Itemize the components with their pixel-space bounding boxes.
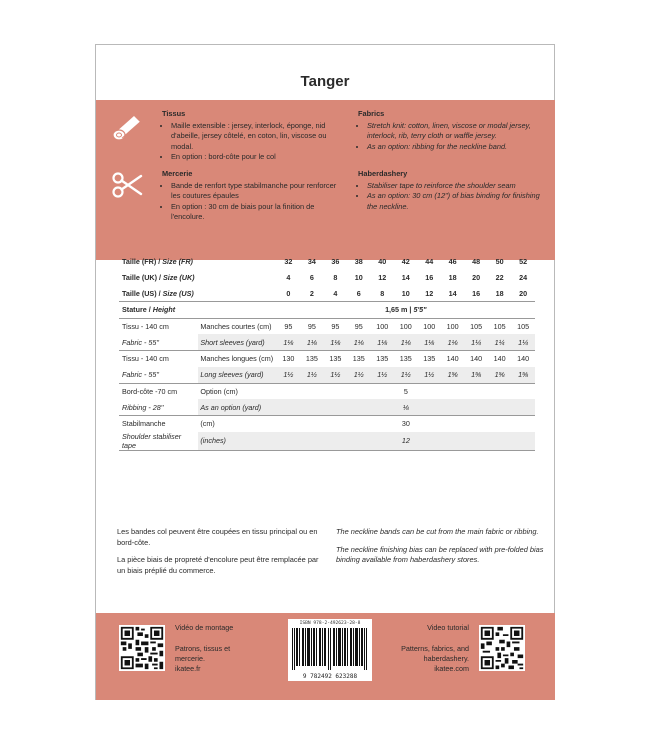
- footer-line: mercerie.: [175, 654, 205, 663]
- website-en-link[interactable]: ikatee.com: [434, 664, 469, 673]
- row-label: Fabric - 55": [122, 370, 159, 380]
- size-value: 10: [401, 288, 410, 298]
- yardage-value: 135: [347, 351, 370, 367]
- size-value: 16: [425, 273, 434, 283]
- haberdashery-heading: Haberdashery: [358, 169, 408, 178]
- tissus-block: [162, 109, 342, 163]
- size-value: 8: [333, 273, 338, 283]
- yardage-value: 95: [324, 318, 347, 334]
- materials-panel: [96, 100, 555, 260]
- yardage-value: 1¼: [464, 334, 487, 350]
- note-en: The neckline finishing bias can be replaced with pre-folded bias binding available from haberdashery stores.: [336, 544, 544, 564]
- yardage-value: 140: [441, 351, 464, 367]
- yardage-value: 140: [488, 351, 511, 367]
- pattern-card: [95, 44, 555, 700]
- yardage-value: 105: [488, 318, 511, 334]
- size-value: 2: [309, 288, 314, 298]
- size-value: 14: [401, 273, 410, 283]
- row-sublabel: Short sleeves (yard): [198, 334, 276, 350]
- tissus-item: • Maille extensible : jersey, interlock, éponge, nid d'abeille, jersey côtelé, en coton, lin, viscose ou modal.: [171, 121, 342, 153]
- yardage-value: 1⅝: [441, 367, 464, 383]
- yardage-value: 1¼: [511, 334, 535, 350]
- yardage-value: 1½: [417, 367, 440, 383]
- size-value: 20: [519, 288, 528, 298]
- size-value: 32: [284, 257, 293, 267]
- barcode-number: 9 782492 623288: [302, 673, 358, 680]
- yardage-value-all-sizes: ⅛: [277, 399, 535, 415]
- yardage-value: 1⅛: [371, 334, 394, 350]
- stature-row: [119, 302, 535, 319]
- row-label: Shoulder stabiliser tape: [122, 431, 182, 450]
- yardage-value: 135: [394, 351, 417, 367]
- mercerie-item: • En option : 30 cm de biais pour la finition de l'encolure.: [171, 202, 342, 223]
- size-value: 42: [401, 257, 410, 267]
- size-value: 18: [495, 288, 504, 298]
- yardage-value: 1½: [324, 367, 347, 383]
- size-value: 46: [448, 257, 457, 267]
- scissors-icon: [110, 168, 144, 202]
- row-label: Tissu - 140 cm: [119, 318, 198, 334]
- size-value: 4: [286, 273, 291, 283]
- yardage-value: 1½: [394, 367, 417, 383]
- footer-text-fr: [175, 644, 275, 674]
- size-value: 10: [354, 273, 363, 283]
- size-label-fr: Taille (FR) /: [122, 257, 163, 267]
- yardage-value: 1⅝: [464, 367, 487, 383]
- yardage-value: 95: [347, 318, 370, 334]
- size-value: 18: [448, 273, 457, 283]
- size-value: 12: [378, 273, 387, 283]
- yardage-row: [119, 383, 535, 399]
- stature-label: [119, 302, 277, 319]
- size-value: 8: [380, 288, 385, 298]
- yardage-value: 1⅛: [277, 334, 300, 350]
- mercerie-heading: Mercerie: [162, 169, 193, 178]
- yardage-row: [119, 432, 535, 451]
- yardage-value: 1⅛: [417, 334, 440, 350]
- yardage-value: 1⅝: [488, 367, 511, 383]
- website-fr-link[interactable]: ikatee.fr: [175, 664, 201, 673]
- table-bottom-line: [119, 450, 535, 451]
- size-value: 14: [448, 288, 457, 298]
- stature-value-imperial: 5'5": [413, 305, 427, 315]
- stature-value: [277, 302, 535, 319]
- yardage-value: 1⅛: [394, 334, 417, 350]
- yardage-value-all-sizes: 30: [277, 415, 535, 431]
- yardage-value: 140: [464, 351, 487, 367]
- size-value: 6: [309, 273, 314, 283]
- size-label-en: Size (UK): [163, 273, 195, 283]
- size-value: 52: [519, 257, 528, 267]
- size-value: 6: [356, 288, 361, 298]
- row-label: Bord-côte -70 cm: [119, 383, 198, 399]
- yardage-value: 1⅛: [347, 334, 370, 350]
- footer-line: Patrons, tissus et: [175, 644, 231, 653]
- fabric-roll-icon: [110, 108, 144, 142]
- footer-panel: [96, 613, 555, 700]
- fabrics-block: [358, 109, 546, 152]
- row-sublabel: Manches longues (cm): [198, 351, 276, 367]
- row-label: Stabilmanche: [119, 415, 198, 431]
- row-label: Fabric - 55": [122, 337, 159, 347]
- note-fr: La pièce biais de propreté d'encolure peut être remplacée par un biais préplié du commerce.: [117, 555, 319, 575]
- video-label-fr: Vidéo de montage: [175, 623, 234, 632]
- tissus-item: • En option : bord-côte pour le col: [171, 152, 342, 163]
- yardage-row: [119, 367, 535, 383]
- yardage-value: 100: [371, 318, 394, 334]
- size-label-fr: Taille (UK) /: [122, 273, 163, 283]
- row-sublabel: (inches): [198, 432, 276, 451]
- yardage-value: 100: [394, 318, 417, 334]
- notes-en: [336, 527, 546, 573]
- row-sublabel: Long sleeves (yard): [198, 367, 276, 383]
- size-chart: [119, 254, 535, 451]
- row-sublabel: As an option (yard): [198, 399, 276, 415]
- page-title: Tanger: [300, 73, 350, 90]
- yardage-row: [119, 415, 535, 431]
- yardage-value: 135: [417, 351, 440, 367]
- yardage-value: 1½: [371, 367, 394, 383]
- yardage-value: 95: [300, 318, 323, 334]
- size-row: [119, 285, 535, 301]
- yardage-value: 105: [511, 318, 535, 334]
- yardage-value: 1⅛: [300, 334, 323, 350]
- size-value: 16: [472, 288, 481, 298]
- qr-code-fr[interactable]: [119, 625, 165, 671]
- fabrics-item: • As an option: ribbing for the neckline band.: [367, 142, 546, 153]
- size-label-en: Size (US): [162, 288, 194, 298]
- yardage-value: 95: [277, 318, 300, 334]
- fabrics-heading: Fabrics: [358, 109, 385, 118]
- row-sublabel: (cm): [198, 415, 276, 431]
- size-row: [119, 270, 535, 286]
- size-value: 12: [425, 288, 434, 298]
- note-fr: Les bandes col peuvent être coupées en tissu principal ou en bord-côte.: [117, 527, 318, 547]
- yardage-value-all-sizes: 12: [277, 432, 535, 451]
- yardage-value: 1½: [277, 367, 300, 383]
- yardage-row: [119, 318, 535, 334]
- haberdashery-block: [358, 169, 546, 212]
- size-label-en: Size (FR): [162, 257, 193, 267]
- haberdashery-item: • As an option: 30 cm (12") of bias binding for finishing the neckline.: [367, 191, 546, 212]
- barcode-bars: [292, 628, 368, 670]
- size-value: 38: [354, 257, 363, 267]
- footer-line: haberdashery.: [423, 654, 469, 663]
- fabrics-item: • Stretch knit: cotton, linen, viscose or modal jersey, interlock, rib, terry cloth or waffle jersey.: [367, 121, 546, 142]
- size-row-label: [119, 254, 277, 270]
- yardage-value: 1¼: [488, 334, 511, 350]
- haberdashery-item: • Stabiliser tape to reinforce the shoulder seam: [367, 181, 546, 192]
- size-value: 40: [378, 257, 387, 267]
- row-sublabel: Manches courtes (cm): [198, 318, 276, 334]
- mercerie-item: • Bande de renfort type stabilmanche pour renforcer les coutures épaules: [171, 181, 342, 202]
- row-sublabel: Option (cm): [198, 383, 276, 399]
- footer-line: Patterns, fabrics, and: [401, 644, 469, 653]
- yardage-value: 1½: [300, 367, 323, 383]
- size-value: 20: [472, 273, 481, 283]
- yardage-row: [119, 334, 535, 350]
- isbn-label: ISBN 978-2-492623-28-8: [299, 621, 361, 626]
- yardage-value: 1⅛: [324, 334, 347, 350]
- stature-value-metric: 1,65 m |: [385, 305, 414, 315]
- size-value: 4: [333, 288, 338, 298]
- size-label-fr: Taille (US) /: [122, 288, 163, 298]
- size-value: 34: [307, 257, 316, 267]
- size-table: [119, 254, 535, 451]
- qr-code-en[interactable]: [479, 625, 525, 671]
- size-value: 50: [495, 257, 504, 267]
- footer-text-en: [359, 644, 469, 674]
- stature-label-fr: Stature /: [122, 305, 153, 315]
- size-row: [119, 254, 535, 270]
- size-row-label: [119, 270, 277, 286]
- stature-label-en: Height: [152, 305, 176, 315]
- yardage-value: 140: [511, 351, 535, 367]
- video-label-en: Video tutorial: [427, 623, 469, 632]
- size-value: 0: [286, 288, 291, 298]
- size-value: 22: [495, 273, 504, 283]
- row-label: Ribbing - 28'': [122, 402, 164, 412]
- yardage-value: 105: [464, 318, 487, 334]
- yardage-row: [119, 399, 535, 415]
- note-en: The neckline bands can be cut from the main fabric or ribbing.: [336, 527, 539, 536]
- yardage-row: [119, 351, 535, 367]
- yardage-value: 130: [277, 351, 300, 367]
- yardage-value: 100: [417, 318, 440, 334]
- yardage-value: 135: [300, 351, 323, 367]
- mercerie-block: [162, 169, 342, 223]
- yardage-value: 1⅝: [511, 367, 535, 383]
- size-value: 24: [519, 273, 528, 283]
- size-row-label: [119, 285, 277, 301]
- yardage-value: 100: [441, 318, 464, 334]
- notes-fr: [117, 527, 322, 583]
- tissus-heading: Tissus: [162, 109, 186, 118]
- yardage-value-all-sizes: 5: [277, 383, 535, 399]
- size-value: 44: [425, 257, 434, 267]
- row-label: Tissu - 140 cm: [119, 351, 198, 367]
- size-value: 36: [331, 257, 340, 267]
- yardage-value: 1½: [347, 367, 370, 383]
- size-value: 48: [472, 257, 481, 267]
- yardage-value: 135: [324, 351, 347, 367]
- yardage-value: 135: [371, 351, 394, 367]
- yardage-value: 1⅛: [441, 334, 464, 350]
- table-bottom: [119, 450, 535, 451]
